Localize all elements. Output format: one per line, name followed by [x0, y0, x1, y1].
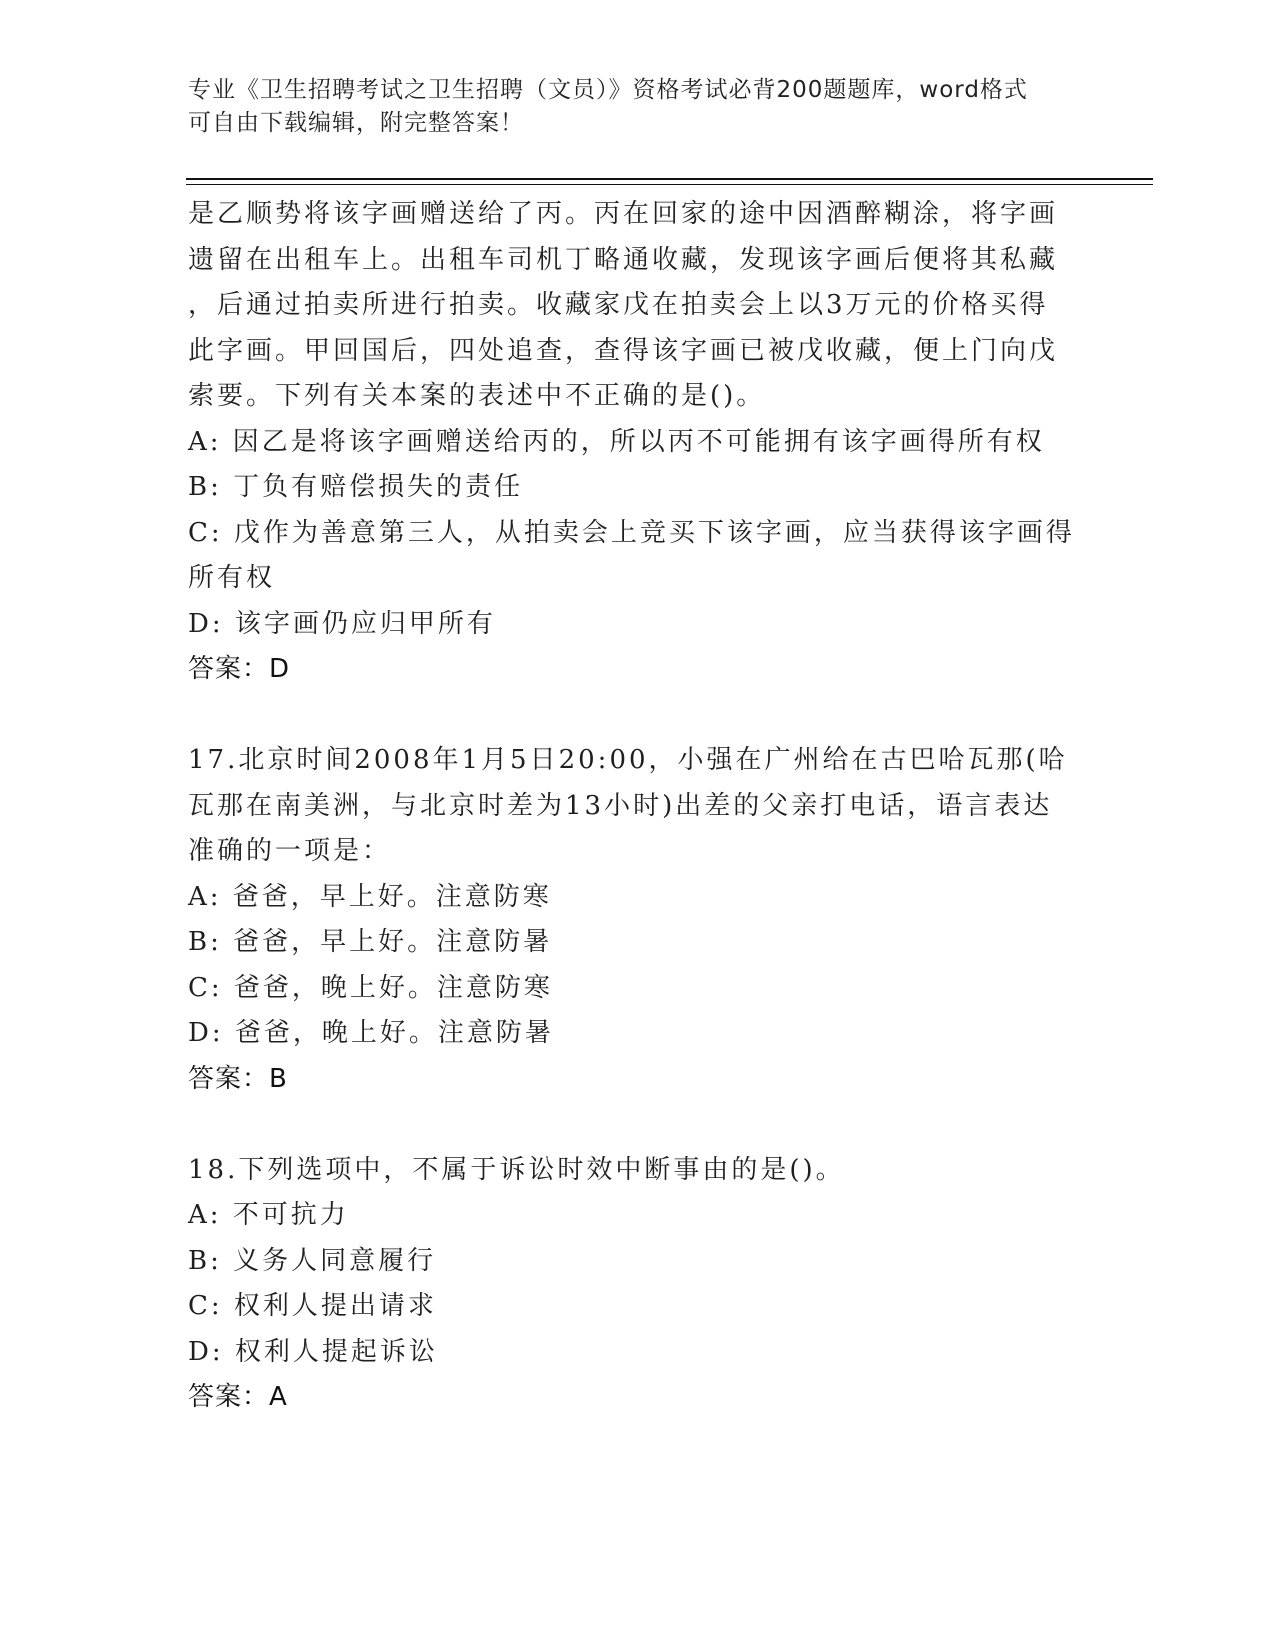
- option-b: B: 爸爸，早上好。注意防暑: [188, 927, 553, 957]
- answer-label: 答案：B: [188, 1063, 288, 1094]
- option-a: A: 因乙是将该字画赠送给丙的，所以丙不可能拥有该字画得所有权: [188, 426, 1045, 457]
- answer-label: 答案：A: [188, 1382, 288, 1412]
- question-text-line: 遗留在出租车上。出租车司机丁略通收藏，发现该字画后便将其私藏: [188, 244, 1059, 275]
- question-text-line: 索要。下列有关本案的表述中不正确的是()。: [188, 381, 766, 411]
- option-d: D: 爸爸，晚上好。注意防暑: [188, 1018, 554, 1048]
- question-18-block: [188, 1148, 1088, 1421]
- option-a: A: 爸爸，早上好。注意防寒: [188, 881, 552, 912]
- option-c: C: 爸爸，晚上好。注意防寒: [188, 972, 553, 1003]
- question-text-line: 准确的一项是：: [188, 836, 392, 866]
- header-divider-thin: [186, 184, 1153, 185]
- question-text-line: ，后通过拍卖所进行拍卖。收藏家戊在拍卖会上以3万元的价格买得: [188, 290, 1049, 320]
- document-header: [188, 74, 1088, 140]
- question-text-line: 是乙顺势将该字画赠送给了丙。丙在回家的途中因酒醉糊涂，将字画: [188, 199, 1059, 229]
- option-c: C: 权利人提出请求: [188, 1291, 437, 1321]
- option-a: A: 不可抗力: [188, 1200, 349, 1230]
- option-b: B: 丁负有赔偿损失的责任: [188, 472, 524, 502]
- spacer: [188, 1102, 1088, 1148]
- question-16-block: [188, 192, 1088, 693]
- question-text-line: 此字画。甲回国后，四处追查，查得该字画已被戊收藏，便上门向戊: [188, 335, 1059, 366]
- header-title-line-1: 专业《卫生招聘考试之卫生招聘（文员）》资格考试必背200题题库，word格式: [188, 77, 1028, 103]
- option-c: C: 戊作为善意第三人，从拍卖会上竞买下该字画，应当获得该字画得: [188, 517, 1075, 548]
- header-title-line-2: 可自由下载编辑，附完整答案！: [188, 110, 524, 136]
- document-body: [188, 192, 1088, 1421]
- header-divider-thick: [186, 178, 1153, 180]
- question-text-line: 瓦那在南美洲，与北京时差为13小时)出差的父亲打电话，语言表达: [188, 790, 1053, 821]
- option-d: D: 该字画仍应归甲所有: [188, 608, 496, 639]
- option-d: D: 权利人提起诉讼: [188, 1336, 438, 1367]
- option-b: B: 义务人同意履行: [188, 1245, 437, 1276]
- question-text-line: 18.下列选项中，不属于诉讼时效中断事由的是()。: [188, 1154, 845, 1185]
- option-c-continued: 所有权: [188, 563, 276, 593]
- spacer: [188, 693, 1088, 739]
- answer-label: 答案：D: [188, 654, 291, 684]
- question-17-block: [188, 738, 1088, 1102]
- question-text-line: 17.北京时间2008年1月5日20:00，小强在广州给在古巴哈瓦那(哈: [188, 745, 1068, 775]
